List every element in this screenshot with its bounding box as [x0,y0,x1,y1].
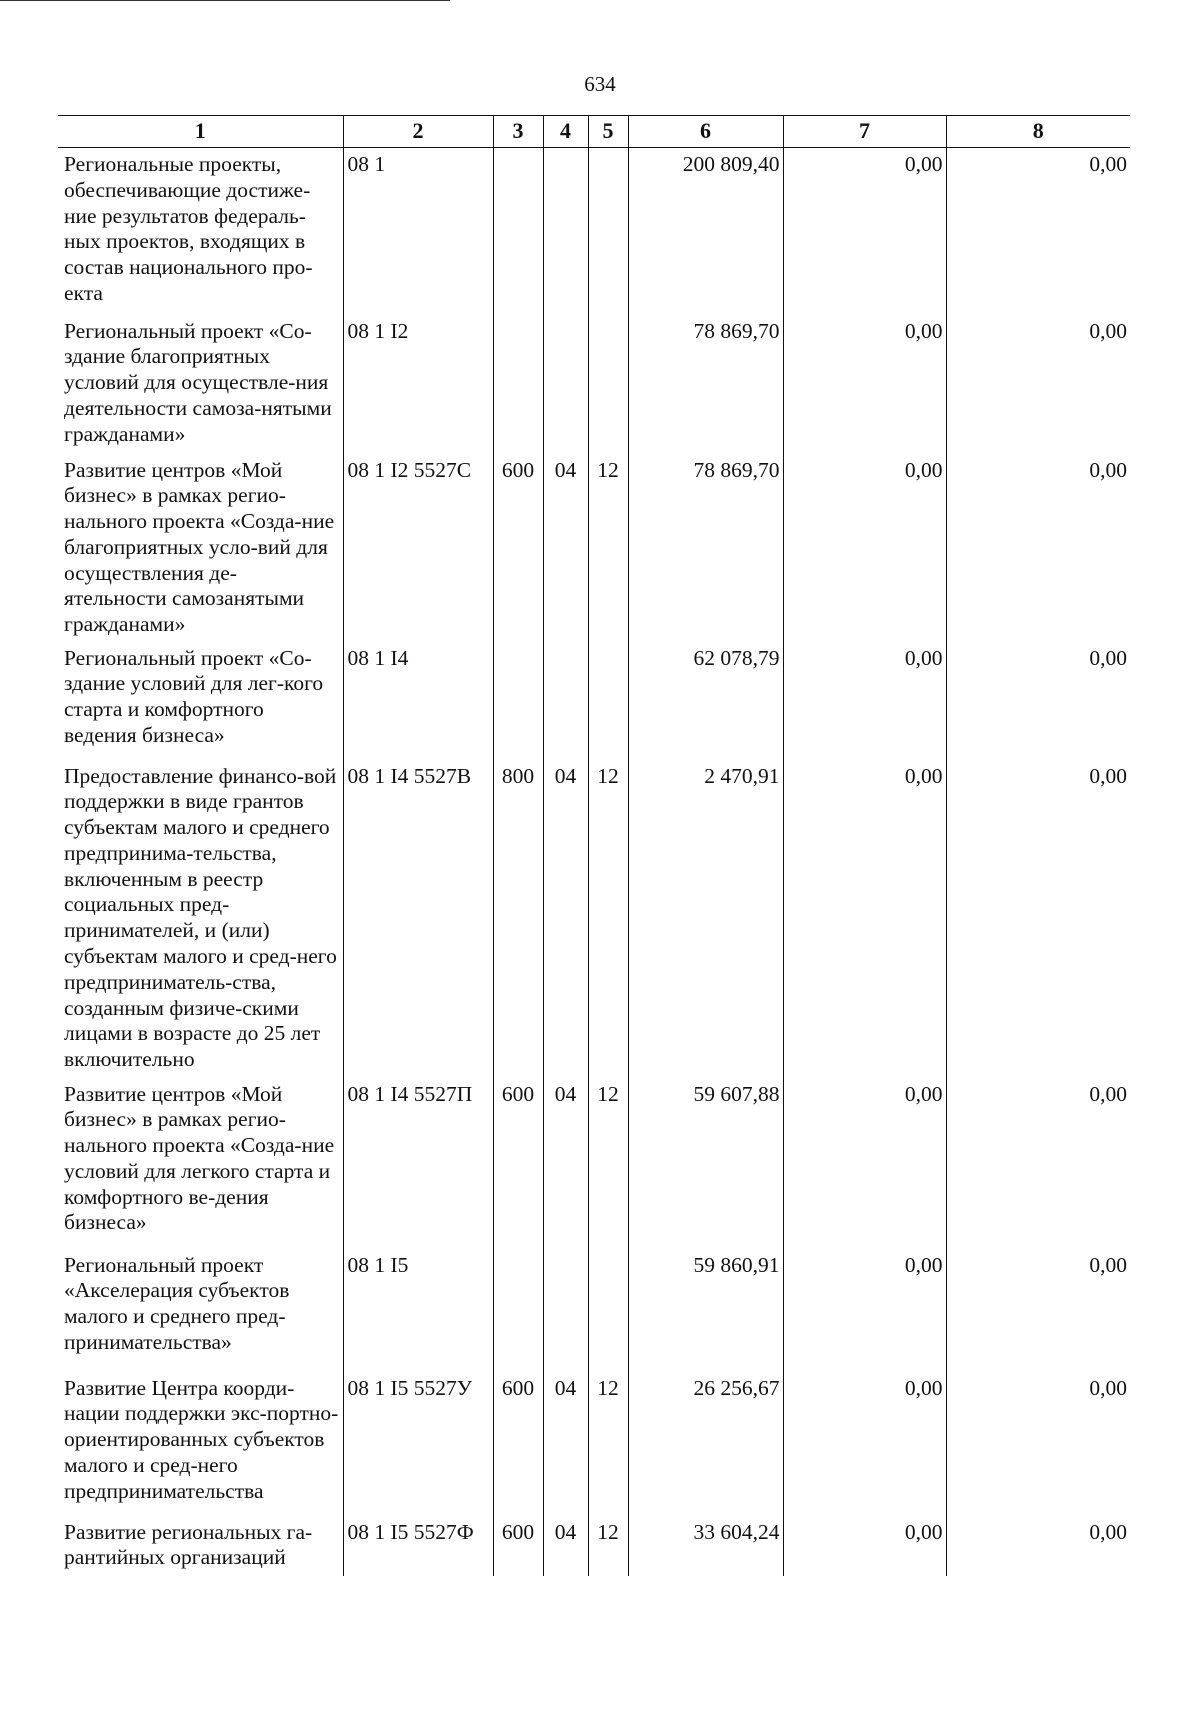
row-code: 08 1 I2 5527С [343,454,493,642]
row-vr [493,315,543,454]
row-sum-8: 0,00 [946,148,1130,315]
row-code: 08 1 I4 5527П [343,1078,493,1249]
row-sum-7: 0,00 [783,148,946,315]
row-sum-6: 200 809,40 [628,148,783,315]
row-sum-8: 0,00 [946,1516,1130,1576]
row-rz: 04 [543,1372,588,1516]
header-col-6: 6 [628,116,783,148]
row-rz: 04 [543,1078,588,1249]
row-sum-8: 0,00 [946,1078,1130,1249]
row-name: Развитие центров «Мой бизнес» в рамках регио-нального проекта «Созда-ние благоприятных усло-вий для осуществления де-ятельности самозанятыми гражданами» [64,457,335,637]
row-vr: 800 [493,760,543,1078]
row-vr: 600 [493,1078,543,1249]
row-code: 08 1 [343,148,493,315]
row-sum-6: 59 860,91 [628,1249,783,1372]
table-row [58,1078,1130,1249]
row-vr [493,148,543,315]
budget-table [58,115,1130,1576]
row-code: 08 1 I4 [343,642,493,760]
row-pr: 12 [588,1372,628,1516]
row-sum-7: 0,00 [783,1249,946,1372]
header-col-8: 8 [946,116,1130,148]
row-rz [543,1249,588,1372]
row-sum-8: 0,00 [946,315,1130,454]
scan-edge-line [0,0,450,1]
table-row [58,315,1130,454]
header-col-2: 2 [343,116,493,148]
row-sum-8: 0,00 [946,454,1130,642]
row-rz: 04 [543,454,588,642]
table-row [58,148,1130,315]
row-name: Региональный проект «Акселерация субъектов малого и среднего пред-принимательства» [64,1252,290,1354]
row-name: Развитие центров «Мой бизнес» в рамках регио-нального проекта «Созда-ние условий для легкого старта и комфортного ве-дения бизнеса» [64,1081,335,1235]
row-pr: 12 [588,760,628,1078]
header-col-7: 7 [783,116,946,148]
row-sum-8: 0,00 [946,1372,1130,1516]
row-pr [588,1249,628,1372]
table-row [58,454,1130,642]
row-pr [588,315,628,454]
row-sum-6: 59 607,88 [628,1078,783,1249]
row-rz: 04 [543,1516,588,1576]
table-header-row [58,116,1130,148]
row-name: Развитие региональных га-рантийных организаций [64,1519,313,1570]
row-sum-7: 0,00 [783,760,946,1078]
row-code: 08 1 I5 [343,1249,493,1372]
row-pr [588,642,628,760]
row-vr: 600 [493,1516,543,1576]
row-sum-6: 2 470,91 [628,760,783,1078]
row-vr: 600 [493,1372,543,1516]
row-rz [543,148,588,315]
row-sum-7: 0,00 [783,1516,946,1576]
header-col-4: 4 [543,116,588,148]
row-code: 08 1 I2 [343,315,493,454]
row-code: 08 1 I5 5527Ф [343,1516,493,1576]
row-sum-8: 0,00 [946,760,1130,1078]
row-vr [493,642,543,760]
row-sum-6: 78 869,70 [628,454,783,642]
header-col-1: 1 [58,116,343,148]
row-rz: 04 [543,760,588,1078]
row-name: Региональный проект «Со-здание благоприятных условий для осуществле-ния деятельности самоза-нятыми гражданами» [64,318,332,446]
row-sum-7: 0,00 [783,642,946,760]
row-pr: 12 [588,454,628,642]
row-name: Региональный проект «Со-здание условий для лег-кого старта и комфортного ведения бизнеса» [64,645,324,747]
row-sum-6: 33 604,24 [628,1516,783,1576]
row-sum-6: 62 078,79 [628,642,783,760]
row-name: Региональные проекты, обеспечивающие достиже-ние результатов федераль-ных проектов, входящих в состав национального про-екта [64,152,313,305]
row-vr: 600 [493,454,543,642]
row-name: Предоставление финансо-вой поддержки в виде грантов субъектам малого и среднего предпринима-тельства, включенным в реестр социальных пред-принимателей, и (или) субъектам малого и сред-него предприниматель-ства, созданным физиче-скими лицами в возрасте до 25 лет включительно [64,763,337,1072]
row-rz [543,642,588,760]
header-col-5: 5 [588,116,628,148]
row-rz [543,315,588,454]
row-sum-8: 0,00 [946,1249,1130,1372]
header-col-3: 3 [493,116,543,148]
row-sum-7: 0,00 [783,454,946,642]
row-sum-7: 0,00 [783,1078,946,1249]
row-vr [493,1249,543,1372]
row-sum-6: 26 256,67 [628,1372,783,1516]
row-code: 08 1 I5 5527У [343,1372,493,1516]
row-pr: 12 [588,1078,628,1249]
table-row [58,1249,1130,1372]
row-name: Развитие Центра коорди-нации поддержки экс-портно-ориентированных субъектов малого и сред-него предпринимательства [64,1375,339,1503]
row-sum-7: 0,00 [783,315,946,454]
row-pr [588,148,628,315]
row-pr: 12 [588,1516,628,1576]
page-number: 634 [584,72,616,96]
budget-table-container [58,115,1130,1576]
row-sum-8: 0,00 [946,642,1130,760]
table-row [58,760,1130,1078]
table-row [58,1372,1130,1516]
table-row [58,1516,1130,1576]
row-code: 08 1 I4 5527В [343,760,493,1078]
row-sum-7: 0,00 [783,1372,946,1516]
table-row [58,642,1130,760]
row-sum-6: 78 869,70 [628,315,783,454]
